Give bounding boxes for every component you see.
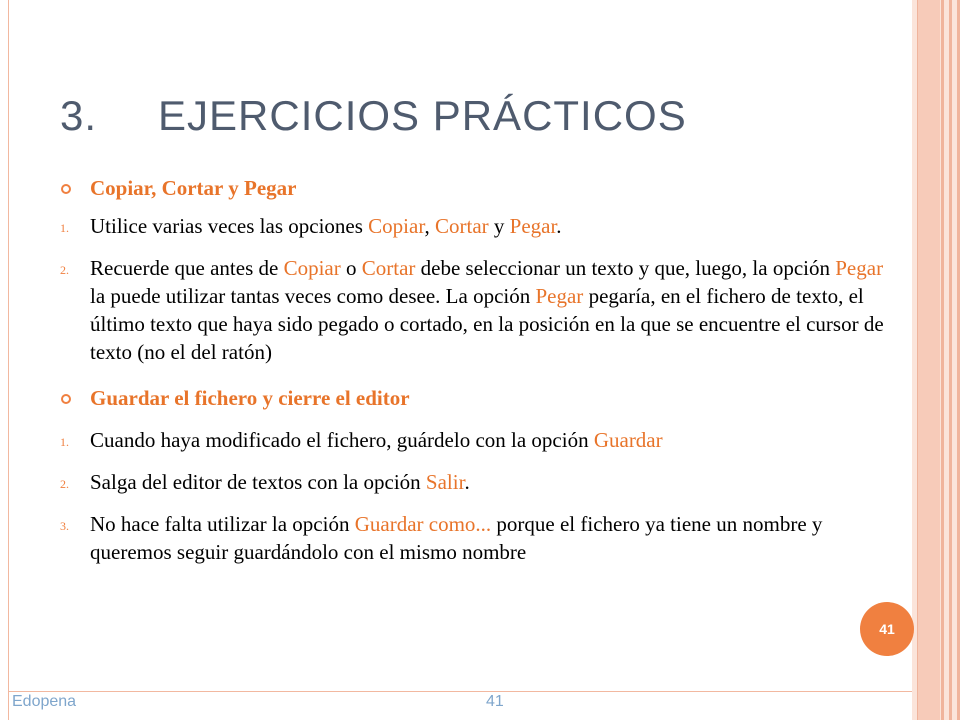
- list-number: 2.: [60, 263, 69, 277]
- list-item: 3. No hace falta utilizar la opción Guardar como... porque el fichero ya tiene un nombre y queremos seguir guardándolo con el mismo nombre: [60, 512, 823, 564]
- highlight-guardar-como: Guardar como...: [354, 512, 492, 536]
- list-item: 2. Salga del editor de textos con la opción Salir.: [60, 468, 900, 496]
- slide-title: [60, 92, 687, 140]
- slide-frame-left: [8, 0, 9, 720]
- list-number: 2.: [60, 477, 69, 491]
- section-heading-copy-cut-paste: Copiar, Cortar y Pegar: [90, 176, 297, 200]
- section-heading-save-close: Guardar el fichero y cierre el editor: [90, 386, 410, 410]
- highlight-pegar: Pegar: [535, 284, 584, 308]
- highlight-copiar: Copiar: [368, 214, 425, 238]
- highlight-salir: Salir: [425, 470, 465, 494]
- page-number-badge: 41: [860, 602, 914, 656]
- list-item: 1. Utilice varias veces las opciones Copiar, Cortar y Pegar.: [60, 212, 900, 240]
- slide-frame-bottom: [8, 691, 920, 692]
- list-number: 3.: [60, 519, 69, 533]
- highlight-cortar: Cortar: [434, 214, 489, 238]
- highlight-pegar: Pegar: [509, 214, 557, 238]
- highlight-copiar: Copiar: [283, 256, 341, 280]
- highlight-guardar: Guardar: [593, 428, 663, 452]
- highlight-cortar: Cortar: [361, 256, 416, 280]
- highlight-pegar: Pegar: [835, 256, 884, 280]
- footer-author: Edopena: [12, 693, 77, 710]
- list-item: 1. Cuando haya modificado el fichero, guárdelo con la opción Guardar: [60, 426, 900, 454]
- footer-page-number: 41: [486, 693, 504, 710]
- list-number: 1.: [60, 435, 69, 449]
- title-number: 3.: [60, 92, 98, 139]
- list-item: 2. Recuerde que antes de Copiar o Cortar debe seleccionar un texto y que, luego, la opción Pegar la puede utilizar tantas veces como desee. La opción Pegar pegaría, en el fichero de texto, el último texto que haya sido pegado o cortado, en la posición en la que se encuentre el cursor de texto (no el del ratón): [60, 256, 884, 364]
- slide-content: [60, 174, 900, 566]
- title-text: EJERCICIOS PRÁCTICOS: [158, 92, 687, 139]
- decorative-stripes: [912, 0, 960, 720]
- list-number: 1.: [60, 221, 69, 235]
